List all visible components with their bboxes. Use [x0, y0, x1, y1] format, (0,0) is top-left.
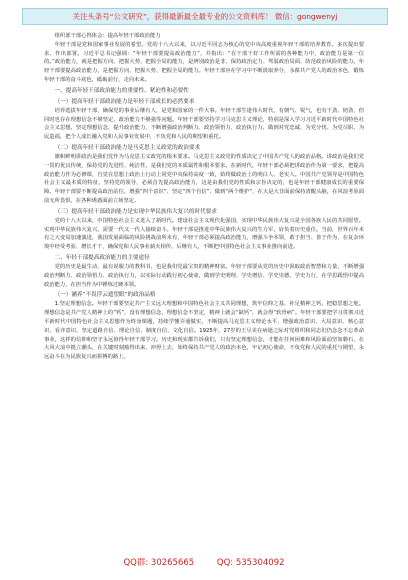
document-body [44, 32, 364, 362]
section-heading: （三）提高年轻干部政治能力是实现中华民族伟大复兴的时代要求 [54, 208, 217, 215]
promo-banner[interactable]: 关注头条号“公文研究”，获得最新最全最专业的公文资料库！ 微信：gongwenyj [22, 8, 388, 25]
section-heading: （二）提高年轻干部政治能力是马克思主义政党的政治要求 [54, 144, 201, 151]
qq-group: QQ群: 30265665 [123, 558, 195, 568]
document-title: 组织部干部心得体会：提高年轻干部政治能力 [54, 33, 161, 39]
qq-number: QQ: 535304092 [216, 558, 285, 568]
body-paragraph: 1.坚定理想信念。年轻干部要坚定共产主义远大理想和中国特色社会主义共同理想，筑牢信仰之基、补足精神之钙、把稳思想之舵。理想信念是共产党人精神上的“钙”，没有理想信念，理想信念不坚定，精神上就会“缺钙”，就会得“软骨病”。年轻干部要把学习贯彻习近平新时代中国特色社会主义思想作为终身课题，持续学懂弄通做实，不断提高马克思主义理论水平，增强政治意识、大局意识、核心意识、看齐意识，坚定道路自信、理论自信、制度自信、文化自信。1925年，27岁的王尽美在病逝之际对党组织和同志们仍念念不忘革命事业，这样的信仰和坚守永远值得年轻干部学习。历史和现实都告诉我们，只有坚定理想信念，才能在任何困难和风险面前坚如磐石，在大风大浪中挺立潮头，在关键时刻豁得出来、冲得上去，始终保持共产党人的政治本色，牢记初心使命，不负党和人民的重托与期望，永远奋斗在为民族复兴而拼搏的路上。 [44, 301, 364, 361]
footer-contact [0, 556, 408, 568]
section-heading: （一）涵养“不畏浮云遮望眼”的政治品格 [54, 292, 156, 299]
paragraph-list [44, 41, 364, 362]
section-heading: （一）提高年轻干部政治能力是年轻干部成长的必然要求 [54, 98, 195, 105]
body-paragraph: 党的历史是最生动、最有说服力的教科书，也是我们党最宝贵的精神财富。年轻干部要从党的历史中汲取政治智慧和力量，不断增强政治判断力、政治领悟力、政治执行力，以实际行动践行初心使命，做到学史明理、学史增信、学史崇德、学史力行，在学思践悟中提高政治能力，在担当作为中锤炼过硬本领。 [44, 263, 364, 288]
body-paragraph: 旗帜鲜明讲政治是我们党作为马克思主义政党的根本要求。马克思主义政党的性质决定了中国共产党人的政治品格。讲政治是我们党一贯的优良传统，保持党的先进性、纯洁性，是我们党的本质属性和根本要求。在新时代，年轻干部必须把讲政治作为第一要求，把提高政治能力作为必修课，自觉在思想上政治上行动上同党中央保持高度一致，始终做政治上的明白人、老实人。中国共产党领导是中国特色社会主义最本质的特征，坚持党的领导，必须首先提高政治能力，这是由我们党的性质和宗旨决定的，也是年轻干部健康成长的重要保障。年轻干部要不断提高政治站位，增强“四个意识”、坚定“四个自信”、做到“两个维护”，在大是大非面前保持清醒头脑，在风浪考验面前无所畏惧，在各种诱惑面前立场坚定。 [44, 153, 364, 204]
body-paragraph: 年轻干部是党和国家事业发展的希望。党的十八大以来，以习近平同志为核心的党中央高度重视年轻干部的培养教育。多次提出要求、作出部署。习近平总书记强调：“年轻干部要提高政治能力”，并指出：“在干部干好工作所需的各种能力中，政治能力是第一位的。”政治能力，就是把握方向、把握大势、把握全局的能力，是辨别政治是非、保持政治定力、驾驭政治局面、防范政治风险的能力。年轻干部要提高政治能力，是把握方向、把握大势、把握全局的能力。年轻干部应在学习中不断汲取养分，永葆共产党人的政治本色，锻炼年轻干部的奋斗底色，砥砺前行，走向未来。 [44, 41, 364, 83]
section-heading: 一、提高年轻干部政治能力的重要性、紧迫性和必要性 [54, 87, 189, 94]
body-paragraph: 党的十八大以来，中国特色社会主义进入了新时代。建设社会主义现代化强国，实现中华民族伟大复兴是全国各族人民的共同愿望。实现中华民族伟大复兴，需要一代又一代人接续奋斗。年轻干部是推进中华民族伟大复兴的生力军，肩负着历史重任。当前，世界百年未有之大变局加速演进，我国发展面临的风险挑战前所未有，年轻干部必须提高政治能力，增强斗争本领，敢于担当、善于作为，在复杂环境中经受考验、增长才干，确保党和人民事业薪火相传、后继有人，不断把中国特色社会主义事业推向前进。 [44, 217, 364, 251]
body-paragraph: 培养选拔年轻干部，确保党的事业后继有人，是党和国家的一件大事。年轻干部生逢伟大时代，有朝气、锐气，也有干劲、韧劲，但同时也存在理想信念不够坚定、政治能力不够强等问题。年轻干部要坚持学习马克思主义理论，特别是深入学习习近平新时代中国特色社会主义思想，坚定理想信念，提升政治能力，不断增强政治判断力、政治领悟力、政治执行力，做到对党忠诚、为党分忧、为党尽职、为民造福，把个人成长融入党和人民事业发展中，不负党和人民的期望和重托。 [44, 107, 364, 141]
section-heading: 二、年轻干部提高政治能力的主要途径 [54, 254, 150, 261]
